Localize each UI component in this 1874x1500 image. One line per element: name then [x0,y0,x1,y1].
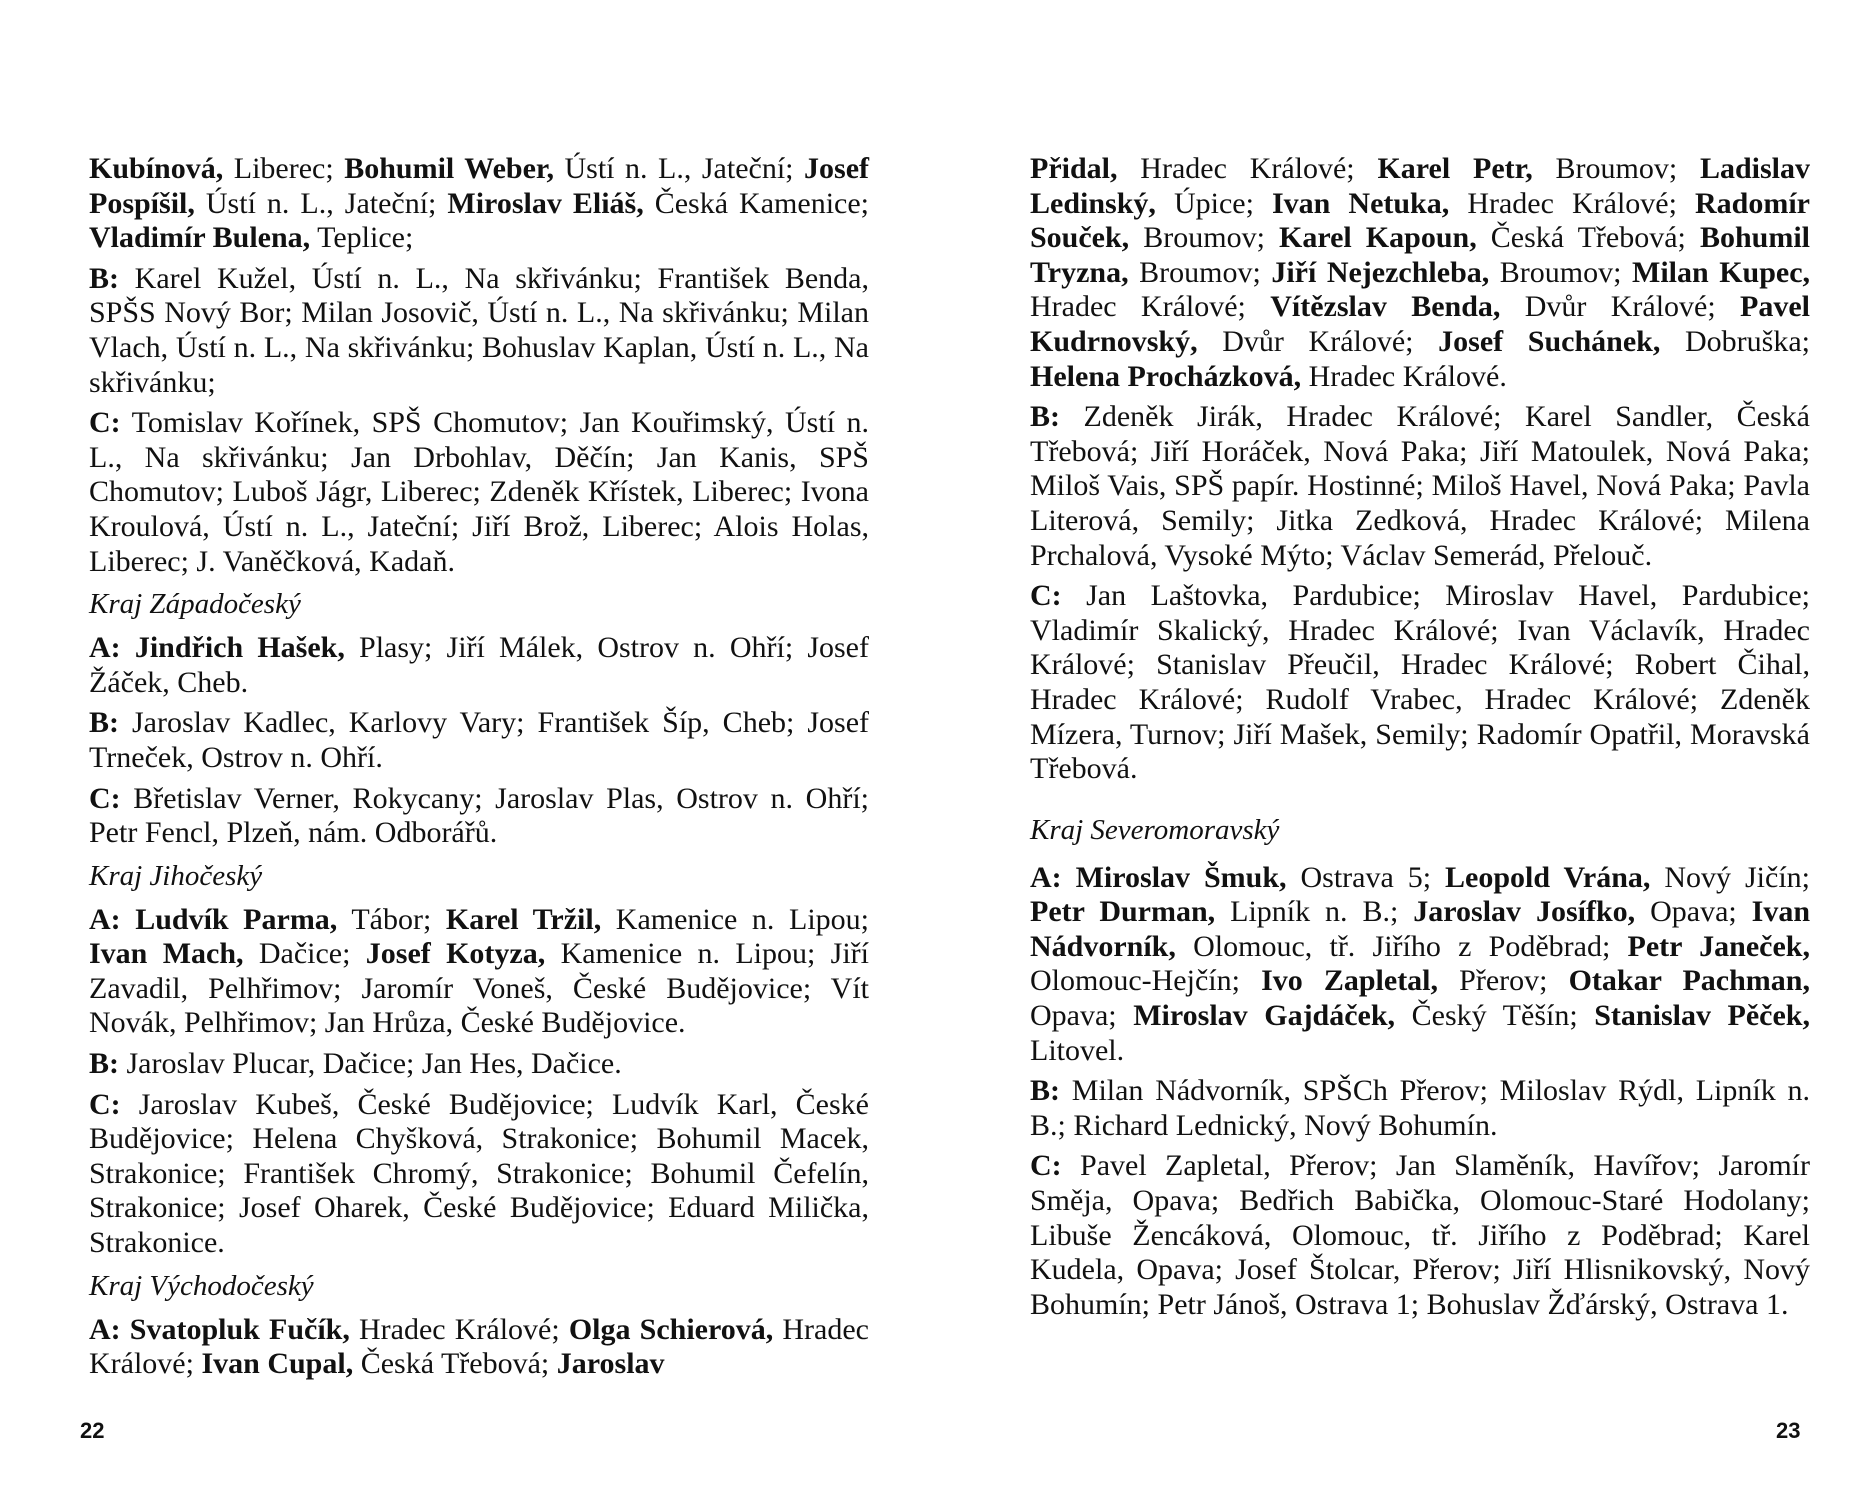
bold-name: Pavel Kudrnovský, [1030,290,1811,358]
entry-text: Olomouc, tř. Jiřího z Poděbrad; [1175,929,1628,963]
bold-name: Radomír Souček, [1030,186,1810,255]
entry-text: Litovel. [1030,1033,1125,1067]
entry-paragraph [1030,579,1810,787]
bold-name: Leopold Vrána, [1445,860,1651,894]
entry-paragraph [89,1047,869,1082]
entry-text: Hradec Králové; [1117,152,1378,185]
entry-text: Broumov; [1489,255,1632,289]
entry-paragraph [89,631,869,700]
bold-name: Miroslav Eliáš, [447,186,644,220]
entry-text: Broumov; [1129,221,1279,255]
entry-text: Kamenice n. Lipou; [601,902,869,936]
bold-name: Ladislav Ledinský, [1030,152,1811,220]
entry-paragraph [89,782,869,851]
bold-name: Miroslav Šmuk, [1075,860,1287,894]
bold-name: Otakar Pachman, [1568,964,1810,998]
entry-text: Broumov; [1532,152,1700,185]
entry-paragraph [1030,861,1810,1069]
entry-text [121,1313,130,1346]
entry-text: Nový Jičín; [1650,860,1810,894]
bold-name: Helena Procházková, [1030,359,1302,393]
entry-text: Hradec Králové. [1301,359,1507,393]
entry-text: Břetislav Verner, Rokycany; Jaroslav Plas, Ostrov n. Ohří; Petr Fencl, Plzeň, nám. Odborářů. [89,781,869,850]
entry-text: Tomislav Kořínek, SPŠ Chomutov; Jan Kouřimský, Ústí n. L., Na skřivánku; Jan Drbohlav, Děčín; Jan Kanis, SPŠ Chomutov; Luboš Jágr, Liberec; Zdeněk Křístek, Liberec; Ivona Kroulová, Ústí n. L., Jateční; Jiří Brož, Liberec; Alois Holas, Liberec; J. Vaněčková, Kadaň. [89,406,869,578]
right-page [1030,152,1810,1328]
entry-paragraph [89,262,869,400]
entry-text: Milan Nádvorník, SPŠCh Přerov; Miloslav Rýdl, Lipník n. B.; Richard Lednický, Nový Bohumín. [1030,1074,1810,1142]
bold-name: C: [1030,1149,1062,1183]
entry-text: Dvůr Králové; [1500,290,1741,324]
bold-name: Jindřich Hašek, [134,631,345,665]
bold-name: Stanislav Pěček, [1594,999,1810,1033]
entry-text: Hradec Králové; [349,1312,569,1346]
bold-name: C: [89,1087,121,1121]
bold-name: Josef Suchánek, [1438,324,1661,358]
entry-paragraph [1030,400,1810,573]
bold-name: Jiří Nejezchleba, [1271,255,1490,289]
region-heading: Kraj Východočeský [89,1269,314,1302]
bold-name: Josef Pospíšil, [89,152,870,220]
bold-name: A: [89,902,121,936]
bold-name: Olga Schierová, [568,1312,774,1346]
bold-name: Ivo Zapletal, [1261,964,1439,998]
bold-name: Vladimír Bulena, [89,221,311,255]
entry-paragraph [89,706,869,775]
entry-text: Přerov; [1438,964,1569,998]
entry-text [121,631,135,664]
entry-text: Ústí n. L., Jateční; [194,186,448,220]
region-heading: Kraj Jihočeský [89,859,263,892]
bold-name: Miroslav Gajdáček, [1133,999,1396,1033]
bold-name: Bohumil Weber, [344,152,554,185]
entry-paragraph [1030,152,1810,394]
bold-name: C: [89,406,121,440]
bold-name: Svatopluk Fučík, [129,1312,350,1346]
bold-name: Josef Kotyza, [365,937,546,971]
entry-text: Česká Kamenice; [643,186,869,220]
bold-name: A: [89,1312,121,1346]
entry-text: Plasy; Jiří Málek, Ostrov n. Ohří; Josef Žáček, Cheb. [89,631,869,699]
bold-name: Karel Petr, [1377,152,1533,185]
bold-name: Bohumil Tryzna, [1030,221,1810,289]
bold-name: B: [89,1047,119,1081]
entry-text: Opava; [1030,999,1134,1033]
region-heading: Kraj Západočeský [89,588,301,621]
page-number-right: 23 [1776,1418,1801,1443]
entry-text: Český Těšín; [1395,999,1595,1033]
bold-name: C: [1030,579,1062,613]
bold-name: Ivan Netuka, [1271,186,1450,220]
bold-name: Petr Janeček, [1627,929,1810,963]
bold-name: Milan Kupec, [1632,255,1811,289]
entry-text: Karel Kužel, Ústí n. L., Na skřivánku; František Benda, SPŠS Nový Bor; Milan Josovič, Ústí n. L., Na skřivánku; Milan Vlach, Ústí n. L., Na skřivánku; Bohuslav Kaplan, Ústí n. L., Na skřivánku; [89,261,869,399]
entry-text: Tábor; [337,902,446,936]
bold-name: Ivan Nádvorník, [1030,895,1811,963]
bold-name: Vítězslav Benda, [1270,290,1501,324]
entry-paragraph [1030,1149,1810,1322]
bold-name: A: [89,631,121,665]
entry-text: Lipník n. B.; [1215,895,1414,929]
entry-text: Úpice; [1155,186,1272,220]
bold-name: Ivan Cupal, [201,1347,354,1381]
entry-paragraph [89,1313,869,1382]
left-page [89,152,869,1388]
page-number-left: 22 [80,1418,105,1443]
bold-name: Kubínová, [89,152,224,185]
bold-name: C: [89,781,121,815]
bold-name: B: [89,706,119,740]
entry-text: Olomouc-Hejčín; [1030,964,1262,998]
entry-text: Teplice; [310,221,414,255]
entry-text: Česká Třebová; [353,1347,557,1381]
entry-text: Ústí n. L., Jateční; [553,152,805,185]
entry-text [1062,861,1076,894]
entry-text: Hradec Králové; [1449,186,1695,220]
entry-text: Liberec; [223,152,345,185]
entry-text [121,903,136,936]
entry-text: Hradec Králové; [1030,290,1271,324]
entry-paragraph [89,1088,869,1261]
bold-name: Přidal, [1030,152,1118,185]
bold-name: B: [1030,1074,1060,1108]
entry-text: Jaroslav Plucar, Dačice; Jan Hes, Dačice. [119,1047,622,1081]
entry-text: Jaroslav Kadlec, Karlovy Vary; František Šíp, Cheb; Josef Trneček, Ostrov n. Ohří. [89,706,869,774]
bold-name: Petr Durman, [1030,895,1216,929]
entry-text: Broumov; [1128,255,1272,289]
entry-text: Dvůr Králové; [1197,324,1439,358]
bold-name: B: [89,261,119,295]
entry-text: Hradec Králové; [89,1312,869,1381]
entry-text: Jan Laštovka, Pardubice; Miroslav Havel, Pardubice; Vladimír Skalický, Hradec Králové; Ivan Václavík, Hradec Králové; Stanislav Přeučil, Hradec Králové; Robert Čihal, Hradec Králové; Rudolf Vrabec, Hradec Králové; Zdeněk Mízera, Turnov; Jiří Mašek, Semily; Radomír Opatřil, Moravská Třebová. [1030,579,1810,786]
entry-paragraph [89,406,869,579]
region-heading: Kraj Severomoravský [1030,813,1280,846]
entry-text: Ostrava 5; [1286,860,1446,894]
bold-name: Karel Kapoun, [1278,221,1477,255]
bold-name: B: [1030,400,1060,434]
entry-text: Dačice; [243,937,366,971]
bold-name: Karel Tržil, [445,902,602,936]
entry-paragraph [89,152,869,256]
entry-text: Dobruška; [1660,324,1810,358]
entry-text: Česká Třebová; [1476,221,1700,255]
bold-name: Jaroslav Josífko, [1413,895,1636,929]
bold-name: Jaroslav [556,1347,665,1381]
entry-text: Jaroslav Kubeš, České Budějovice; Ludvík Karl, České Budějovice; Helena Chyšková, Strakonice; Bohumil Macek, Strakonice; František Chromý, Strakonice; Bohumil Čefelín, Strakonice; Josef Oharek, České Budějovice; Eduard Milička, Strakonice. [89,1087,869,1260]
entry-text: Zdeněk Jirák, Hradec Králové; Karel Sandler, Česká Třebová; Jiří Horáček, Nová Paka; Jiří Matoulek, Nová Paka; Miloš Vais, SPŠ papír. Hostinné; Miloš Havel, Nová Paka; Pavla Literová, Semily; Jitka Zedková, Hradec Králové; Milena Prchalová, Vysoké Mýto; Václav Semerád, Přelouč. [1030,400,1810,572]
entry-text: Kamenice n. Lipou; Jiří Zavadil, Pelhřimov; Jaromír Voneš, České Budějovice; Vít Novák, Pelhřimov; Jan Hrůza, České Budějovice. [89,937,869,1040]
entry-text: Pavel Zapletal, Přerov; Jan Slaměník, Havířov; Jaromír Směja, Opava; Bedřich Babička, Olomouc-Staré Hodolany; Libuše Žencáková, Olomouc, tř. Jiřího z Poděbrad; Karel Kudela, Opava; Josef Štolcar, Přerov; Jiří Hlisnikovský, Nový Bohumín; Petr Jánoš, Ostrava 1; Bohuslav Žďárský, Ostrava 1. [1030,1149,1810,1321]
entry-paragraph [89,903,869,1041]
bold-name: Ivan Mach, [89,937,244,971]
entry-text: Opava; [1635,895,1752,929]
bold-name: A: [1030,860,1062,894]
bold-name: Ludvík Parma, [135,902,338,936]
entry-paragraph [1030,1074,1810,1143]
